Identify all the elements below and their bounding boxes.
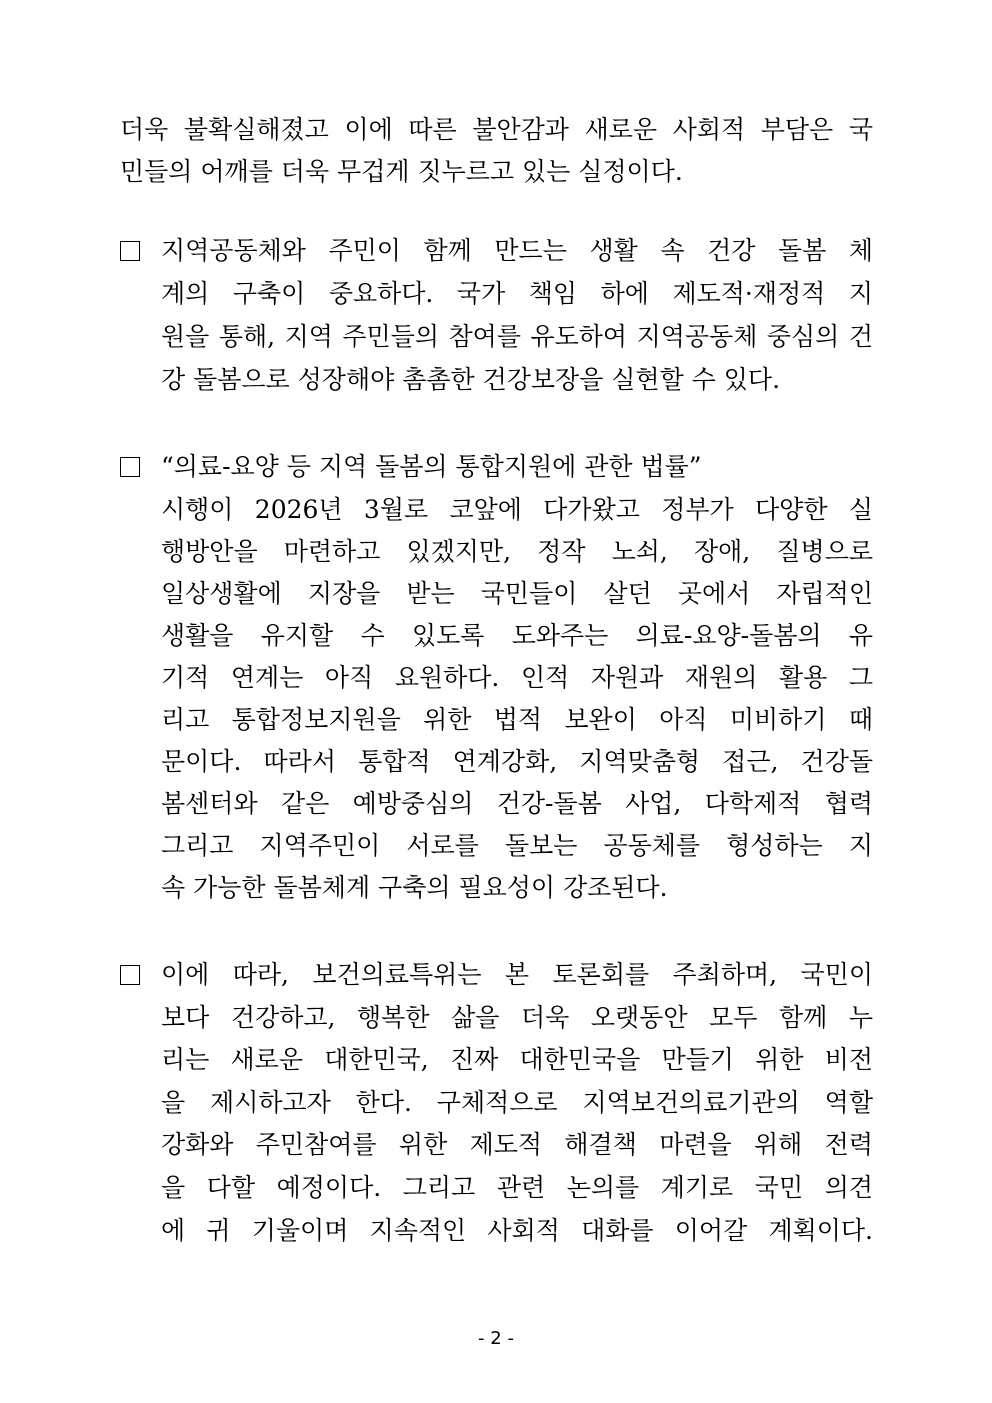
section-3-line: 에 귀 기울이며 지속적인 사회적 대화를 이어갈 계획이다. [161, 1216, 873, 1245]
section-2-line: 생활을 유지할 수 있도록 도와주는 의료-요양-돌봄의 유 [161, 621, 873, 650]
section-1-line: 계의 구축이 중요하다. 국가 책임 하에 제도적·재정적 지 [161, 279, 873, 308]
section-2-line: 문이다. 따라서 통합적 연계강화, 지역맞춤형 접근, 건강돌 [161, 747, 873, 776]
section-2-line: 리고 통합정보지원을 위한 법적 보완이 아직 미비하기 때 [161, 705, 873, 734]
section-1-line: 원을 통해, 지역 주민들의 참여를 유도하여 지역공동체 중심의 건 [161, 322, 873, 351]
section-2-title: “의료-요양 등 지역 돌봄의 통합지원에 관한 법률” [161, 452, 702, 481]
section-3-line: 을 다할 예정이다. 그리고 관련 논의를 계기로 국민 의견 [161, 1173, 873, 1202]
section-2-line: 기적 연계는 아직 요원하다. 인적 자원과 재원의 활용 그 [161, 663, 873, 692]
section-2-line: 봄센터와 같은 예방중심의 건강-돌봄 사업, 다학제적 협력 [161, 789, 873, 818]
section-3-line: 리는 새로운 대한민국, 진짜 대한민국을 만들기 위한 비전 [161, 1045, 873, 1074]
section-3-line: 이에 따라, 보건의료특위는 본 토론회를 주최하며, 국민이 [161, 960, 873, 989]
section-2-line: 시행이 2026년 3월로 코앞에 다가왔고 정부가 다양한 실 [161, 495, 873, 524]
section-2-line: 일상생활에 지장을 받는 국민들이 살던 곳에서 자립적인 [161, 579, 873, 608]
checkbox-bullet-icon [120, 965, 140, 985]
checkbox-bullet-icon [120, 457, 140, 477]
intro-line: 더욱 불확실해졌고 이에 따른 불안감과 새로운 사회적 부담은 국 [120, 115, 873, 144]
checkbox-bullet-icon [120, 241, 140, 261]
intro-line: 민들의 어깨를 더욱 무겁게 짓누르고 있는 실정이다. [120, 157, 683, 186]
section-1-line: 강 돌봄으로 성장해야 촘촘한 건강보장을 실현할 수 있다. [161, 365, 781, 394]
section-2-line: 행방안을 마련하고 있겠지만, 정작 노쇠, 장애, 질병으로 [161, 537, 873, 566]
section-3-line: 을 제시하고자 한다. 구체적으로 지역보건의료기관의 역할 [161, 1088, 873, 1117]
page-number: - 2 - [478, 1328, 514, 1349]
section-2-line: 그리고 지역주민이 서로를 돌보는 공동체를 형성하는 지 [161, 831, 873, 860]
section-3-line: 강화와 주민참여를 위한 제도적 해결책 마련을 위해 전력 [161, 1130, 873, 1159]
section-3-line: 보다 건강하고, 행복한 삶을 더욱 오랫동안 모두 함께 누 [161, 1003, 873, 1032]
section-2-line: 속 가능한 돌봄체계 구축의 필요성이 강조된다. [161, 873, 668, 902]
section-1-line: 지역공동체와 주민이 함께 만드는 생활 속 건강 돌봄 체 [161, 236, 873, 265]
